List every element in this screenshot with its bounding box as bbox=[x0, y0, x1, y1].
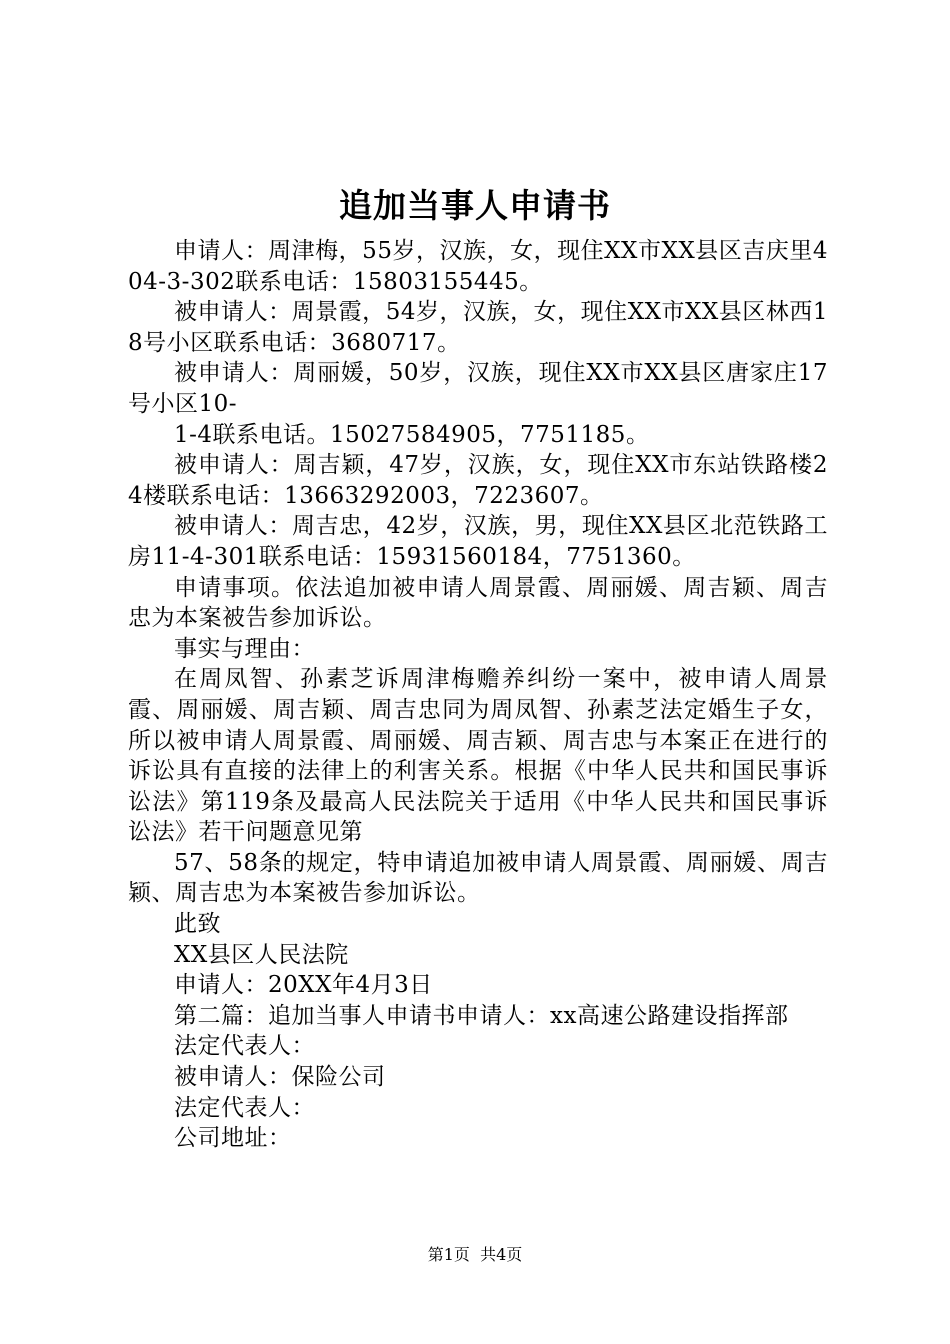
legal-representative-1: 法定代表人： bbox=[174, 1033, 315, 1060]
second-article-heading: 第二篇：追加当事人申请书申请人：xx高速公路建设指挥部 bbox=[174, 1002, 789, 1029]
signature-date: 申请人：20XX年4月3日 bbox=[174, 972, 433, 999]
facts-paragraph: 在周凤智、孙素芝诉周津梅赡养纠纷一案中，被申请人周景霞、周丽媛、周吉颖、周吉忠同为周凤智、孙素芝法定婚生子女，所以被申请人周景霞、周丽媛、周吉颖、周吉忠与本案正在进行的诉讼具有直接的法律上的利害关系。根据《中华人民共和国民事诉讼法》第119条及最高人民法院关于适用《中华人民共和国民事诉讼法》若干问题意见第 bbox=[128, 666, 828, 846]
respondent-4-paragraph: 被申请人：周吉忠，42岁，汉族，男，现住XX县区北范铁路工房11-4-301联系电话：15931560184，7751360。 bbox=[128, 513, 828, 570]
respondent-2-contact-paragraph: 1-4联系电话。15027584905，7751185。 bbox=[174, 421, 650, 448]
company-address: 公司地址： bbox=[174, 1125, 292, 1152]
page-footer bbox=[0, 1244, 950, 1266]
respondent-company: 被申请人：保险公司 bbox=[174, 1064, 386, 1091]
facts-heading: 事实与理由： bbox=[174, 635, 315, 662]
court-name: XX县区人民法院 bbox=[174, 941, 349, 968]
legal-representative-2: 法定代表人： bbox=[174, 1094, 315, 1121]
page-total: 共4页 bbox=[480, 1245, 523, 1264]
facts-continued-paragraph: 57、58条的规定，特申请追加被申请人周景霞、周丽媛、周吉颖、周吉忠为本案被告参加诉讼。 bbox=[128, 849, 828, 907]
respondent-2-paragraph: 被申请人：周丽媛，50岁，汉族，现住XX市XX县区唐家庄17号小区10- bbox=[128, 360, 828, 417]
request-paragraph: 申请事项。依法追加被申请人周景霞、周丽媛、周吉颖、周吉忠为本案被告参加诉讼。 bbox=[128, 574, 828, 632]
page-number: 第1页 bbox=[427, 1245, 470, 1264]
document-title: 追加当事人申请书 bbox=[339, 186, 611, 225]
respondent-3-paragraph: 被申请人：周吉颖，47岁，汉族，女，现住XX市东站铁路楼24楼联系电话：13663292003，7223607。 bbox=[128, 452, 828, 509]
document-body bbox=[128, 236, 828, 1154]
applicant-paragraph: 申请人：周津梅，55岁，汉族，女，现住XX市XX县区吉庆里404-3-302联系电话：15803155445。 bbox=[128, 238, 828, 295]
salutation: 此致 bbox=[174, 911, 221, 938]
respondent-1-paragraph: 被申请人：周景霞，54岁，汉族，女，现住XX市XX县区林西18号小区联系电话：3680717。 bbox=[128, 299, 828, 356]
